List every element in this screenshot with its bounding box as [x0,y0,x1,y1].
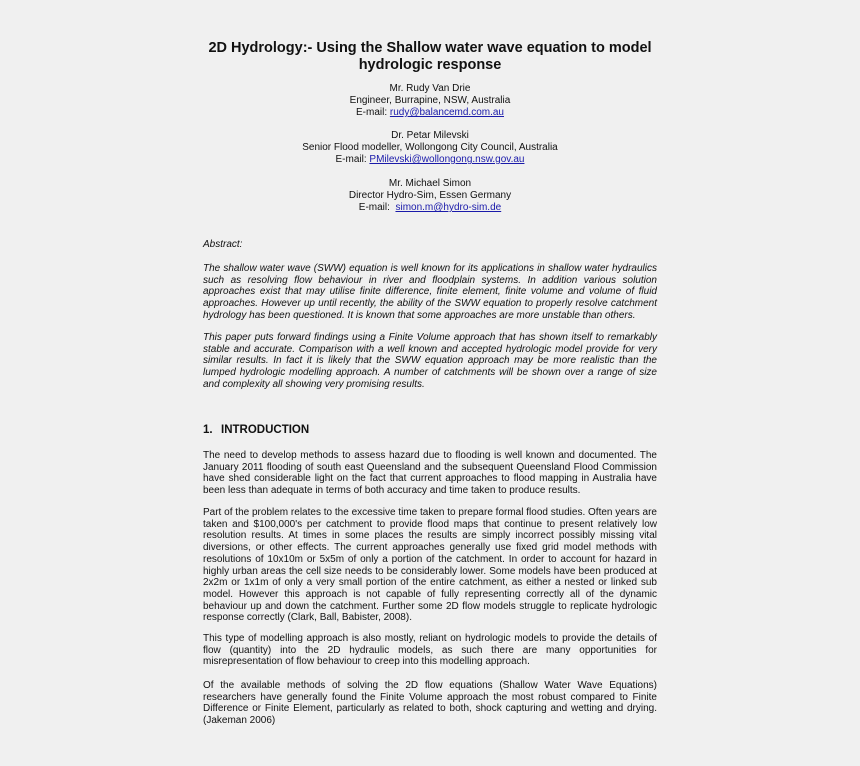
paper-title: 2D Hydrology:- Using the Shallow water wave equation to model hydrologic response [208,40,652,73]
author-name: Dr. Petar Milevski [391,130,469,141]
abstract-label: Abstract: [203,239,243,250]
author-email-link[interactable]: simon.m@hydro-sim.de [395,202,502,213]
author-email-line [180,202,680,214]
email-label: E-mail: [335,154,367,165]
author-email-link[interactable]: rudy@balancemd.com.au [389,107,504,118]
section-number: 1. [203,424,213,436]
email-label: E-mail: [355,107,388,118]
author-affiliation: Senior Flood modeller, Wollongong City Council, Australia [302,142,558,153]
body-paragraph: This type of modelling approach is also mostly, reliant on hydrologic models to provide the details of flow (quantity) into the 2D hydraulic models, as such there are many opportunities for misrepresentation of flow behaviour to creep into this modelling approach. [203,633,657,668]
author-affiliation: Director Hydro-Sim, Essen Germany [348,190,512,201]
body-paragraph: Part of the problem relates to the excessive time taken to prepare formal flood studies. Often years are taken and $100,000's per catchment to provide flood maps that continue to present relatively low resolution results. At times in some places the results are simply incorrect possibly missing vital diversions, or other effects. The current approaches generally use fixed grid model methods with resolutions of 10x10m or 5x5m of only a portion of the catchment. In order to account for hazard in highly urban areas the cell size needs to be considerably lower. Some models have been produced at 2x2m or 1x1m of only a very small portion of the entire catchment, as either a nested or linked sub model. However this approach is not capable of fully representing correctly all of the dynamic behaviour up and down the catchment. Further some 2D flow models struggle to replicate hydrologic response correctly (Clark, Ball, Babister, 2008). [203,507,657,624]
author-email-line [180,107,680,119]
author-name: Mr. Rudy Van Drie [389,83,471,94]
author-block-2 [180,130,680,166]
author-affiliation: Engineer, Burrapine, NSW, Australia [349,95,511,106]
author-block-1 [180,83,680,119]
abstract-paragraph: The shallow water wave (SWW) equation is well known for its applications in shallow water hydraulics such as resolving flow behaviour in river and floodplain systems. In addition various solution approaches exist that may utilise finite difference, finite element, finite volume and volume of fluid approaches. However up until recently, the ability of the SWW equation to properly resolve catchment hydrology has been questioned. It is known that some approaches are more unstable than others. [203,263,657,321]
author-email-line [180,154,680,166]
abstract-paragraph: This paper puts forward findings using a Finite Volume approach that has shown itself to remarkably stable and accurate. Comparison with a well known and accepted hydrologic model provide for very similar results. In fact it is likely that the SWW equation approach may be more realistic than the lumped hydrologic modelling approach. A number of catchments will be shown over a range of size and complexity all showing very promising results. [203,332,657,390]
section-title: INTRODUCTION [221,424,310,436]
email-label: E-mail: [358,202,390,213]
body-paragraph: Of the available methods of solving the 2D flow equations (Shallow Water Wave Equations) researchers have generally found the Finite Volume approach the most robust compared to Finite Difference or Finite Element, particularly as related to both, shock capturing and wetting and drying. (Jakeman 2006) [203,680,657,727]
body-paragraph: The need to develop methods to assess hazard due to flooding is well known and documented. The January 2011 flooding of south east Queensland and the subsequent Queensland Flood Commission have shed considerable light on the fact that current approaches to flood mapping in Australia have been less than adequate in terms of both accuracy and time taken to produce results. [203,450,657,497]
author-email-link[interactable]: PMilevski@wollongong.nsw.gov.au [369,154,525,165]
author-block-3 [180,178,680,214]
author-name: Mr. Michael Simon [388,178,472,189]
section-heading [203,424,309,436]
